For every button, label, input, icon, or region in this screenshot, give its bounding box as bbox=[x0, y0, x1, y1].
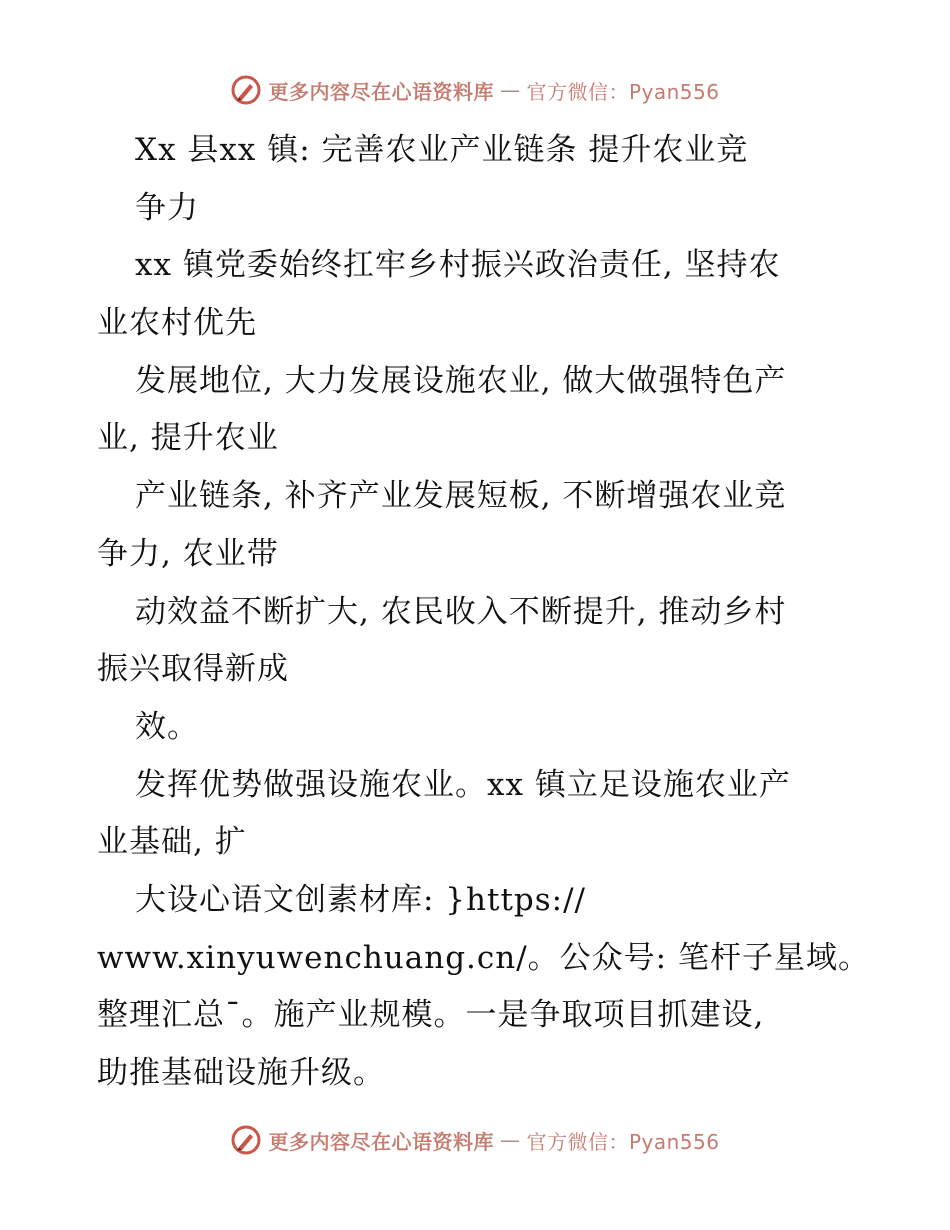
paragraph-line: 整理汇总¯。施产业规模。一是争取项目抓建设, bbox=[97, 997, 765, 1034]
pen-circle-logo-icon bbox=[230, 74, 262, 106]
paragraph-line: 效。 bbox=[135, 708, 199, 745]
paragraph-line: 争力, 农业带 bbox=[97, 535, 279, 572]
paragraph-line: 振兴取得新成 bbox=[97, 651, 289, 688]
footer-watermark-banner bbox=[0, 1120, 950, 1160]
banner-separator: — bbox=[499, 78, 521, 102]
banner-contact-text: 官方微信：Pyan556 bbox=[526, 1129, 720, 1154]
paragraph-line: 业农村优先 bbox=[97, 305, 257, 342]
document-title-line: 争力 bbox=[135, 189, 199, 226]
paragraph-line: 业, 提升农业 bbox=[97, 420, 279, 457]
banner-separator: — bbox=[499, 1128, 521, 1152]
paragraph-line: 产业链条, 补齐产业发展短板, 不断增强农业竞 bbox=[135, 478, 787, 515]
paragraph-line: 大设心语文创素材库: }https:// bbox=[135, 881, 586, 918]
paragraph-line: 助推基础设施升级。 bbox=[97, 1055, 385, 1091]
header-watermark-banner bbox=[0, 70, 950, 110]
pen-circle-logo-icon bbox=[230, 1124, 262, 1156]
paragraph-line: xx 镇党委始终扛牢乡村振兴政治责任, 坚持农 bbox=[135, 247, 781, 284]
paragraph-line: 动效益不断扩大, 农民收入不断提升, 推动乡村 bbox=[135, 593, 787, 630]
paragraph-line: 业基础, 扩 bbox=[97, 824, 247, 861]
paragraph-line: 发展地位, 大力发展设施农业, 做大做强特色产 bbox=[135, 362, 787, 399]
banner-contact-text: 官方微信：Pyan556 bbox=[526, 79, 720, 104]
paragraph-line: 发挥优势做强设施农业。xx 镇立足设施农业产 bbox=[135, 766, 791, 803]
banner-main-text: 更多内容尽在心语资料库 bbox=[268, 79, 494, 104]
paragraph-line: www.xinyuwenchuang.cn/。公众号: 笔杆子星域。 bbox=[97, 939, 870, 976]
banner-main-text: 更多内容尽在心语资料库 bbox=[268, 1129, 494, 1154]
document-title-line: Xx 县xx 镇: 完善农业产业链条 提升农业竞 bbox=[135, 132, 749, 168]
document-body bbox=[97, 122, 870, 1103]
